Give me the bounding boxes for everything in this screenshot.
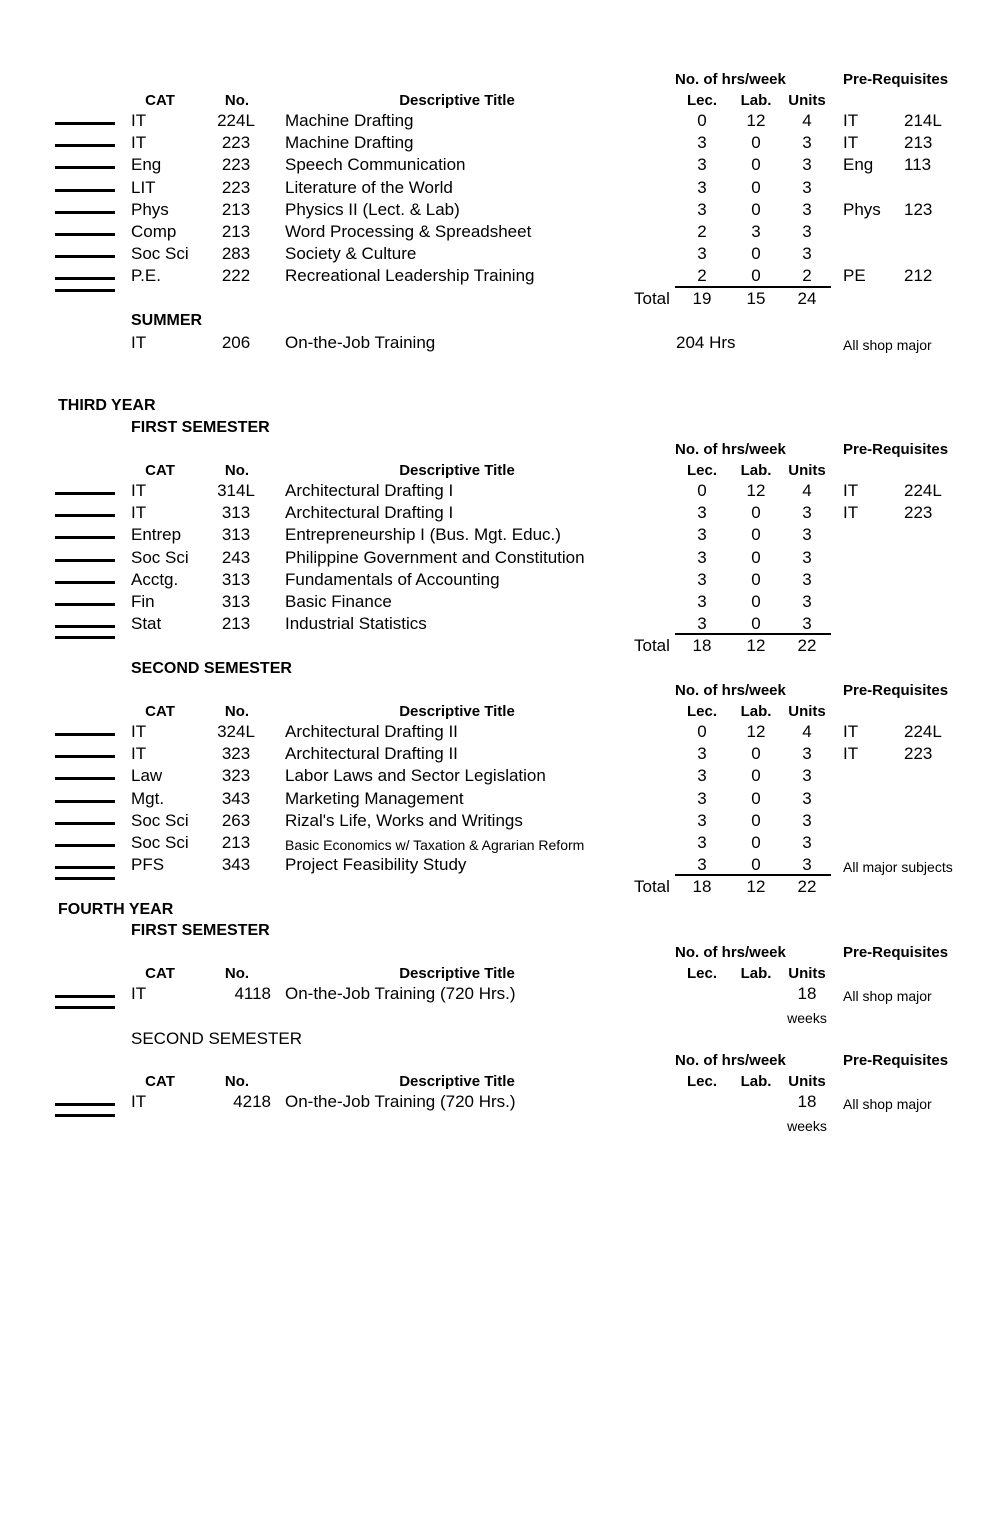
course-title: Society & Culture (285, 244, 417, 264)
course-no: 4118 (234, 984, 271, 1003)
lab-hours: 0 (751, 855, 761, 875)
lab-hours: 0 (751, 177, 761, 197)
signature-blank-line[interactable] (55, 189, 115, 192)
units-note: weeks (787, 1010, 827, 1026)
signature-blank-line[interactable] (55, 581, 115, 584)
units-value: 4 (802, 481, 812, 500)
signature-blank-line[interactable] (55, 233, 115, 236)
units-value: 3 (802, 569, 812, 589)
cat-header: CAT (145, 462, 175, 479)
units-value: 3 (802, 222, 812, 241)
units-value: 18 (797, 984, 817, 1003)
year-heading: FOURTH YEAR (58, 901, 174, 918)
lab-hours: 0 (751, 788, 761, 808)
units-note: weeks (787, 1118, 827, 1134)
no-header: No. (224, 462, 250, 479)
title-header: Descriptive Title (399, 1073, 515, 1090)
prereq-header: Pre-Requisites (843, 71, 949, 88)
lec-header: Lec. (686, 1073, 717, 1090)
hrs-week-header: No. of hrs/week (675, 71, 786, 88)
course-no: 324L (217, 722, 255, 741)
prereq-no: 224L (904, 481, 942, 500)
prereq-cat: IT (843, 744, 859, 764)
units-header: Units (788, 703, 826, 720)
units-header: Units (788, 462, 826, 479)
lec-hours: 3 (697, 788, 707, 808)
prereq-no: 212 (904, 266, 933, 286)
prereq-note: All major subjects (843, 859, 953, 876)
course-cat: Law (131, 766, 163, 786)
prereq-header: Pre-Requisites (843, 441, 949, 458)
course-no: 213 (221, 833, 251, 852)
course-title: On-the-Job Training (285, 333, 436, 352)
course-no: 213 (221, 614, 251, 634)
units-value: 3 (802, 810, 812, 830)
lab-hours: 0 (751, 199, 761, 219)
lab-hours: 12 (746, 722, 766, 741)
signature-blank-line[interactable] (55, 603, 115, 606)
cat-header: CAT (145, 965, 175, 982)
signature-blank-line[interactable] (55, 995, 115, 998)
units-value: 4 (802, 722, 812, 741)
semester-heading: SECOND SEMESTER (131, 1029, 302, 1048)
prereq-cat: IT (843, 722, 859, 741)
course-title: Architectural Drafting II (285, 744, 458, 764)
lec-hours: 3 (697, 155, 707, 175)
lec-hours: 3 (697, 177, 707, 197)
course-no: 223 (221, 155, 251, 175)
lab-header: Lab. (740, 92, 772, 109)
title-header: Descriptive Title (399, 92, 515, 109)
lab-header: Lab. (740, 965, 772, 982)
prereq-header: Pre-Requisites (843, 944, 949, 961)
total-label: Total (634, 877, 670, 897)
units-value: 3 (802, 614, 812, 634)
lec-hours: 3 (697, 547, 707, 567)
units-value: 3 (802, 833, 812, 852)
lec-hours: 3 (697, 833, 707, 852)
course-cat: LIT (131, 177, 156, 197)
signature-blank-line[interactable] (55, 625, 115, 628)
signature-blank-line[interactable] (55, 1006, 115, 1009)
course-no: 223 (221, 133, 251, 153)
lab-header: Lab. (740, 462, 772, 479)
course-title: On-the-Job Training (720 Hrs.) (285, 1092, 516, 1111)
course-title: Recreational Leadership Training (285, 266, 535, 286)
total-lab: 15 (746, 288, 766, 308)
total-lec: 18 (692, 636, 712, 656)
signature-blank-line[interactable] (55, 122, 115, 125)
course-cat: Soc Sci (131, 547, 189, 567)
lab-hours: 0 (751, 614, 761, 634)
lec-hours: 0 (697, 722, 707, 741)
total-lab: 12 (746, 636, 766, 656)
lab-header: Lab. (740, 1073, 772, 1090)
course-title: Machine Drafting (285, 111, 414, 130)
signature-blank-line[interactable] (55, 822, 115, 825)
course-title: Fundamentals of Accounting (285, 569, 500, 589)
course-no: 313 (221, 503, 251, 523)
course-cat: IT (131, 133, 147, 153)
course-no: 213 (221, 199, 251, 219)
ojt-hours: 204 Hrs (676, 333, 736, 352)
signature-blank-line[interactable] (55, 255, 115, 258)
signature-blank-line[interactable] (55, 289, 115, 292)
course-cat: Soc Sci (131, 810, 189, 830)
prereq-header: Pre-Requisites (843, 682, 949, 699)
lab-hours: 0 (751, 569, 761, 589)
lab-hours: 0 (751, 266, 761, 286)
course-title: Rizal's Life, Works and Writings (285, 810, 523, 830)
hrs-week-header: No. of hrs/week (675, 944, 786, 961)
lec-hours: 3 (697, 244, 707, 264)
lec-hours: 3 (697, 855, 707, 875)
signature-blank-line[interactable] (55, 800, 115, 803)
course-title: Literature of the World (285, 177, 453, 197)
cat-header: CAT (145, 92, 175, 109)
course-cat: P.E. (131, 266, 161, 286)
total-units: 22 (797, 877, 817, 897)
lec-hours: 3 (697, 133, 707, 153)
prereq-note: All shop major (843, 1096, 932, 1112)
course-no: 313 (221, 592, 251, 611)
signature-blank-line[interactable] (55, 1114, 115, 1117)
course-no: 4218 (233, 1092, 271, 1111)
lab-hours: 12 (746, 111, 766, 130)
course-no: 283 (221, 244, 251, 264)
units-value: 3 (802, 244, 812, 264)
semester-heading: SUMMER (131, 312, 203, 329)
total-label: Total (634, 636, 670, 656)
units-value: 3 (802, 547, 812, 567)
course-cat: Soc Sci (131, 244, 189, 264)
course-cat: Eng (131, 155, 162, 175)
lec-hours: 3 (697, 614, 707, 634)
prereq-cat: IT (843, 503, 859, 523)
units-value: 2 (802, 266, 812, 286)
title-header: Descriptive Title (399, 703, 515, 720)
units-value: 3 (802, 503, 812, 523)
units-value: 18 (797, 1092, 817, 1111)
title-header: Descriptive Title (399, 462, 515, 479)
lec-hours: 2 (697, 222, 707, 241)
lec-hours: 3 (697, 744, 707, 764)
course-cat: Phys (131, 199, 169, 219)
prereq-cat: IT (843, 133, 859, 153)
course-no: 313 (221, 569, 251, 589)
lec-hours: 2 (697, 266, 707, 286)
course-cat: Stat (131, 614, 162, 634)
course-title: Project Feasibility Study (285, 855, 467, 875)
course-cat: IT (131, 111, 147, 130)
course-no: 323 (221, 766, 251, 786)
course-no: 323 (221, 744, 251, 764)
signature-blank-line[interactable] (55, 877, 115, 880)
semester-heading: SECOND SEMESTER (131, 660, 292, 677)
hrs-week-header: No. of hrs/week (675, 1052, 786, 1069)
signature-blank-line[interactable] (55, 844, 115, 847)
signature-blank-line[interactable] (55, 166, 115, 169)
lec-hours: 3 (697, 766, 707, 786)
course-no: 224L (217, 111, 255, 130)
prereq-header: Pre-Requisites (843, 1052, 949, 1069)
course-title: Machine Drafting (285, 133, 414, 153)
units-value: 3 (802, 592, 812, 611)
lab-hours: 0 (751, 133, 761, 153)
course-cat: Comp (131, 222, 177, 241)
prereq-no: 213 (904, 133, 933, 153)
signature-blank-line[interactable] (55, 755, 115, 758)
course-title: Marketing Management (285, 788, 464, 808)
signature-blank-line[interactable] (55, 733, 115, 736)
course-title: Architectural Drafting II (285, 722, 458, 741)
lab-hours: 0 (751, 766, 761, 786)
cat-header: CAT (145, 703, 175, 720)
signature-blank-line[interactable] (55, 211, 115, 214)
course-cat: IT (131, 744, 147, 764)
signature-blank-line[interactable] (55, 866, 115, 869)
lab-hours: 0 (751, 155, 761, 175)
course-no: 263 (221, 810, 251, 830)
semester-heading: FIRST SEMESTER (131, 419, 270, 436)
lab-hours: 0 (751, 833, 761, 852)
course-title: Speech Communication (285, 155, 466, 175)
units-value: 3 (802, 177, 812, 197)
units-value: 3 (802, 155, 812, 175)
prereq-no: 113 (904, 155, 932, 175)
total-lec: 18 (692, 877, 712, 897)
course-title: Physics II (Lect. & Lab) (285, 199, 460, 219)
course-cat: IT (131, 333, 147, 352)
lab-hours: 0 (751, 592, 761, 611)
prereq-note: All shop major (843, 337, 932, 353)
signature-blank-line[interactable] (55, 559, 115, 562)
lec-hours: 0 (697, 481, 707, 500)
course-no: 213 (221, 222, 251, 241)
units-value: 3 (802, 855, 812, 875)
lec-header: Lec. (686, 703, 717, 720)
prereq-cat: IT (843, 111, 859, 130)
lab-hours: 0 (751, 503, 761, 523)
signature-blank-line[interactable] (55, 636, 115, 639)
lec-header: Lec. (686, 965, 717, 982)
course-title: Word Processing & Spreadsheet (285, 222, 532, 241)
units-value: 3 (802, 133, 812, 153)
course-cat: IT (131, 722, 147, 741)
lab-hours: 0 (751, 810, 761, 830)
total-label: Total (634, 288, 670, 308)
total-rule (675, 633, 831, 635)
lec-header: Lec. (686, 92, 717, 109)
units-header: Units (788, 1073, 826, 1090)
lec-hours: 0 (697, 111, 707, 130)
semester-heading: FIRST SEMESTER (131, 922, 270, 939)
prereq-no: 223 (904, 503, 933, 523)
course-no: 343 (221, 788, 251, 808)
course-title: Labor Laws and Sector Legislation (285, 766, 546, 786)
cat-header: CAT (145, 1073, 175, 1090)
lab-header: Lab. (740, 703, 772, 720)
total-rule (675, 286, 831, 288)
course-cat: Fin (131, 592, 155, 611)
hrs-week-header: No. of hrs/week (675, 441, 786, 458)
signature-blank-line[interactable] (55, 144, 115, 147)
prereq-cat: Eng (843, 155, 874, 175)
lab-hours: 0 (751, 525, 761, 545)
units-header: Units (788, 965, 826, 982)
lab-hours: 0 (751, 244, 761, 264)
lab-hours: 0 (751, 547, 761, 567)
total-units: 22 (797, 636, 817, 656)
total-rule (675, 874, 831, 876)
course-cat: Entrep (131, 525, 182, 545)
lec-hours: 3 (697, 503, 707, 523)
lec-hours: 3 (697, 592, 707, 611)
prereq-no: 224L (904, 722, 942, 741)
no-header: No. (224, 965, 250, 982)
course-title: Architectural Drafting I (285, 481, 454, 500)
units-value: 3 (802, 525, 812, 545)
no-header: No. (224, 703, 250, 720)
course-cat: Soc Sci (131, 833, 189, 852)
course-title: Philippine Government and Constitution (285, 547, 585, 567)
total-lec: 19 (692, 288, 712, 308)
course-title: Basic Finance (285, 592, 392, 611)
lec-header: Lec. (686, 462, 717, 479)
total-lab: 12 (746, 877, 766, 897)
course-cat: IT (131, 481, 147, 500)
total-units: 24 (797, 288, 817, 308)
course-cat: IT (131, 984, 147, 1003)
course-no: 314L (217, 481, 255, 500)
lab-hours: 0 (751, 744, 761, 764)
course-no: 243 (221, 547, 251, 567)
prereq-note: All shop major (843, 988, 932, 1004)
no-header: No. (224, 1073, 250, 1090)
lab-hours: 12 (746, 481, 766, 500)
course-cat: Acctg. (131, 569, 179, 589)
course-cat: IT (131, 503, 147, 523)
lec-hours: 3 (697, 199, 707, 219)
signature-blank-line[interactable] (55, 514, 115, 517)
units-value: 3 (802, 744, 812, 764)
signature-blank-line[interactable] (55, 536, 115, 539)
lab-hours: 3 (751, 222, 761, 241)
hrs-week-header: No. of hrs/week (675, 682, 786, 699)
signature-blank-line[interactable] (55, 777, 115, 780)
prereq-no: 123 (904, 199, 933, 219)
course-cat: PFS (131, 855, 165, 875)
course-no: 222 (221, 266, 251, 286)
course-title: Industrial Statistics (285, 614, 427, 634)
course-no: 206 (221, 333, 251, 352)
year-heading: THIRD YEAR (58, 397, 156, 414)
lec-hours: 3 (697, 569, 707, 589)
prereq-no: 223 (904, 744, 933, 764)
course-no: 343 (221, 855, 251, 875)
course-title: Basic Economics w/ Taxation & Agrarian Reform (285, 837, 585, 853)
course-cat: IT (131, 1092, 147, 1111)
prereq-cat: Phys (843, 199, 881, 219)
units-value: 3 (802, 788, 812, 808)
course-no: 223 (221, 177, 251, 197)
course-no: 313 (221, 525, 251, 545)
no-header: No. (224, 92, 250, 109)
course-title: Entrepreneurship I (Bus. Mgt. Educ.) (285, 525, 561, 545)
title-header: Descriptive Title (399, 965, 515, 982)
lec-hours: 3 (697, 525, 707, 545)
units-value: 3 (802, 766, 812, 786)
units-header: Units (788, 92, 826, 109)
prereq-cat: IT (843, 481, 859, 500)
units-value: 4 (802, 111, 812, 130)
course-cat: Mgt. (131, 788, 165, 808)
course-title: On-the-Job Training (720 Hrs.) (285, 984, 516, 1003)
signature-blank-line[interactable] (55, 277, 115, 280)
signature-blank-line[interactable] (55, 1103, 115, 1106)
prereq-cat: PE (843, 266, 866, 286)
units-value: 3 (802, 199, 812, 219)
lec-hours: 3 (697, 810, 707, 830)
course-title: Architectural Drafting I (285, 503, 454, 523)
signature-blank-line[interactable] (55, 492, 115, 495)
prereq-no: 214L (904, 111, 942, 130)
